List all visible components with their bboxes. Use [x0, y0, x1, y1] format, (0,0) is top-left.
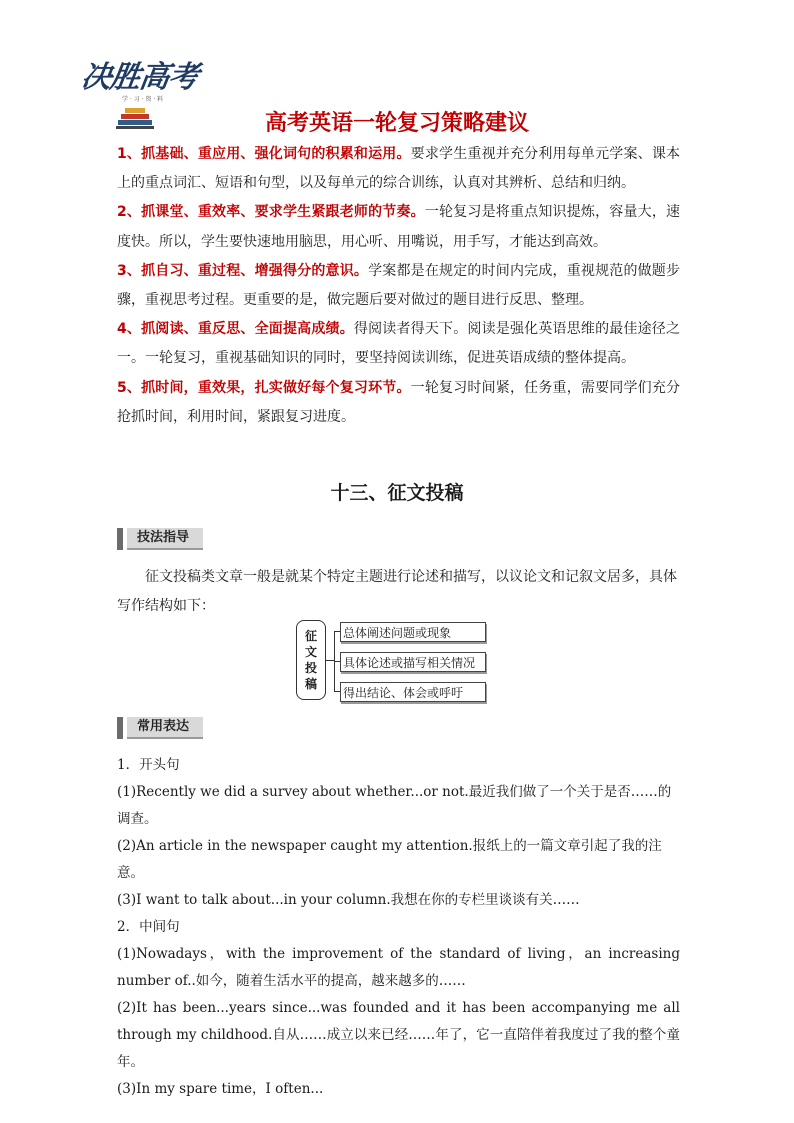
- expressions-list: [117, 752, 680, 1103]
- page-title: 高考英语一轮复习策略建议: [264, 111, 529, 136]
- strategy-body: 得阅读者得天下。阅读是强化英语思维的最佳途径之一。一轮复习，重视基础知识的同时，要坚持阅读训练，促进英语成绩的整体提高。: [117, 321, 680, 367]
- center-char: 稿: [304, 677, 317, 691]
- expressions-tag-label: 常用表达: [127, 717, 203, 739]
- logo-text: 决胜高考: [79, 60, 200, 95]
- strategy-list: [117, 140, 680, 432]
- strategy-item: [117, 198, 680, 256]
- skills-tag-label: 技法指导: [127, 528, 203, 550]
- diagram-branch: 具体论述或描写相关情况: [340, 652, 486, 672]
- diagram-branch: 总体阐述问题或现象: [340, 622, 486, 642]
- structure-diagram: [296, 620, 496, 706]
- expression-line: (3)In my spare time，I often...: [117, 1081, 324, 1097]
- expression-line: (3)I want to talk about...in your column.我想在你的专栏里谈谈有关……: [117, 892, 580, 908]
- center-char: 文: [304, 645, 317, 659]
- expression-line: (1)Nowadays，with the improvement of the standard of living，an increasing number of..如今，随着生活水平的提高，越来越多的……: [117, 946, 680, 989]
- center-char: 征: [304, 629, 317, 643]
- strategy-item: [117, 140, 680, 198]
- expression-line: (2)An article in the newspaper caught my attention.报纸上的一篇文章引起了我的注意。: [117, 838, 662, 881]
- tag-bar: [117, 528, 123, 550]
- strategy-body: 学案都是在规定的时间内完成，重视规范的做题步骤，重视思考过程。更重要的是，做完题后要对做过的题目进行反思、整理。: [117, 262, 680, 309]
- section-title: 十三、征文投稿: [330, 482, 464, 504]
- opening-heading: 1．开头句: [117, 757, 180, 773]
- strategy-lead: 3、抓自习、重过程、增强得分的意识。: [117, 262, 369, 279]
- strategy-lead: 2、抓课堂、重效率、要求学生紧跟老师的节奏。: [117, 204, 425, 221]
- intro-paragraph: 征文投稿类文章一般是就某个特定主题进行论述和描写，以议论文和记叙文居多，具体写作结构如下：: [117, 569, 677, 614]
- connector: [326, 660, 334, 661]
- strategy-body: 一轮复习是将重点知识提炼，容量大，速度快。所以，学生要快速地用脑思，用心听、用嘴说，用手写，才能达到高效。: [117, 204, 681, 250]
- tag-bar: [117, 717, 123, 739]
- diagram-center: [296, 620, 326, 700]
- logo-subtitle: 学 · 习 · 资 · 料: [122, 96, 164, 103]
- strategy-item: [117, 374, 680, 432]
- strategy-item: [117, 257, 680, 315]
- center-char: 投: [304, 661, 317, 675]
- expression-line: (1)Recently we did a survey about whether...or not.最近我们做了一个关于是否……的调查。: [117, 784, 672, 827]
- strategy-item: [117, 315, 680, 373]
- strategy-lead: 4、抓阅读、重反思、全面提高成绩。: [117, 321, 354, 338]
- strategy-lead: 5、抓时间，重效果，扎实做好每个复习环节。: [117, 379, 411, 396]
- expression-line: (2)It has been...years since...was founded and it has been accompanying me all through my childhood.自从……成立以来已经……年了，它一直陪伴着我度过了我的整个童年。: [117, 1000, 680, 1070]
- diagram-branch: 得出结论、体会或呼吁: [340, 682, 486, 702]
- strategy-body: 要求学生重视并充分利用每单元学案、课本上的重点词汇、短语和句型，以及每单元的综合训练，认真对其辨析、总结和归纳。: [117, 146, 681, 192]
- middle-heading: 2．中间句: [117, 919, 180, 935]
- strategy-lead: 1、抓基础、重应用、强化词句的积累和运用。: [117, 146, 411, 162]
- strategy-body: 一轮复习时间紧，任务重，需要同学们充分抢抓时间，利用时间，紧跟复习进度。: [117, 379, 681, 425]
